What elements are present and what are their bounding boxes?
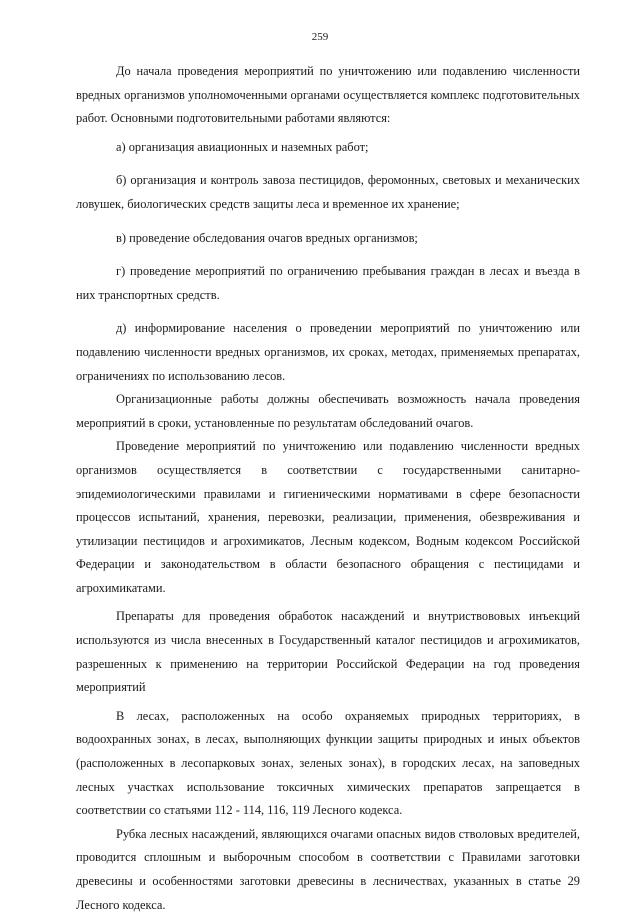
document-body — [76, 60, 580, 917]
paragraph-regulations: Проведение мероприятий по уничтожению или подавлению численности вредных организмов осуществляется в соответствии с государственными санитарно-эпидемиологическими правилами и гигиеническими нормативами в сфере безопасности процессов испытаний, хранения, перевозки, реализации, применения, обезвреживания и утилизации пестицидов и агрохимикатов, Лесным кодексом, Водным кодексом Российской Федерации и законодательством в области безопасного обращения с пестицидами и агрохимикатами. — [76, 439, 580, 595]
paragraph-protected-territories: В лесах, расположенных на особо охраняемых природных территориях, в водоохранных зонах, в лесах, выполняющих функции защиты природных и иных объектов (расположенных в лесопарковых зонах, зеленых зонах), в городских лесах, на заповедных лесных участках использование токсичных химических препаратов запрещается в соответствии со статьями 112 - 114, 116, 119 Лесного кодекса. — [76, 708, 580, 818]
paragraph-organizational-works: Организационные работы должны обеспечивать возможность начала проведения мероприятий в сроки, установленные по результатам обследований очагов. — [76, 392, 580, 430]
paragraph-item-b: б) организация и контроль завоза пестицидов, феромонных, световых и механических ловушек, биологических средств защиты леса и временное их хранение; — [76, 173, 580, 211]
paragraph-item-d: д) информирование населения о проведении мероприятий по уничтожению или подавлению численности вредных организмов, их сроках, методах, применяемых препаратах, ограничениях по использованию лесов. — [76, 321, 580, 383]
paragraph-item-v: в) проведение обследования очагов вредных организмов; — [116, 230, 418, 245]
page-number: 259 — [311, 31, 329, 43]
paragraph-preparatory-works-intro: До начала проведения мероприятий по уничтожению или подавлению численности вредных организмов уполномоченными органами осуществляется комплекс подготовительных работ. Основными подготовительными работами являются: — [76, 64, 580, 126]
paragraph-preparations: Препараты для проведения обработок насаждений и внутриствововых инъекций используются из числа внесенных в Государственный каталог пестицидов и агрохимикатов, разрешенных к применению на территории Российской Федерации на год проведения мероприятий — [76, 609, 580, 695]
paragraph-item-g: г) проведение мероприятий по ограничению пребывания граждан в лесах и въезда в них транспортных средств. — [76, 264, 580, 302]
paragraph-felling: Рубка лесных насаждений, являющихся очагами опасных видов стволовых вредителей, проводится сплошным и выборочным способом в соответствии с Правилами заготовки древесины и особенностями заготовки древесины в лесничествах, указанных в статье 29 Лесного кодекса. — [76, 826, 580, 912]
paragraph-item-a: а) организация авиационных и наземных работ; — [116, 139, 369, 154]
